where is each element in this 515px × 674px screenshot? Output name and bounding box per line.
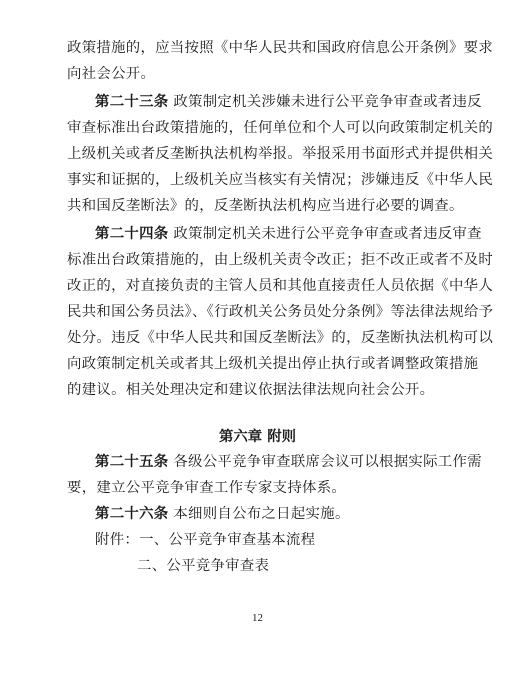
article-25-first-line [95, 452, 482, 472]
attachment-line-2: 二、公平竞争审查表 [137, 558, 270, 574]
article-heading: 第二十六条 [95, 505, 169, 522]
attachment-line-1: 附件：一、公平竞争审查基本流程 [95, 532, 316, 548]
page-number: 12 [252, 612, 263, 624]
body-text-line: 的建议。相关处理决定和建议依据法律法规向社会公开。 [67, 382, 435, 398]
body-text-line: 事实和证据的，上级机关应当核实有关情况；涉嫌违反《中华人民 [67, 172, 494, 188]
body-text: 各级公平竞争审查联席会议可以根据实际工作需 [168, 454, 482, 470]
body-text-line: 改正的，对直接负责的主管人员和其他直接责任人员依据《中华人 [67, 278, 494, 294]
article-26-first-line [95, 504, 350, 524]
body-text-line: 要，建立公平竞争审查工作专家支持体系。 [67, 480, 347, 496]
body-text-line: 民共和国公务员法》、《行政机关公务员处分条例》等法律法规给予 [67, 304, 494, 320]
chapter-heading: 第六章 附则 [219, 428, 296, 445]
body-text-line: 向社会公开。 [67, 66, 156, 82]
body-text-line: 共和国反垄断法》的，反垄断执法机构应当进行必要的调查。 [67, 198, 464, 214]
body-text-line: 标准出台政策措施的，由上级机关责令改正；拒不改正或者不及时 [67, 252, 494, 268]
body-text-line: 上级机关或者反垄断执法机构举报。举报采用书面形式并提供相关 [67, 146, 494, 162]
article-heading: 第二十四条 [95, 225, 169, 242]
body-text: 政策制定机关涉嫌未进行公平竞争审查或者违反 [168, 94, 482, 110]
body-text-line: 政策措施的，应当按照《中华人民共和国政府信息公开条例》要求 [67, 40, 494, 56]
body-text-line: 处分。违反《中华人民共和国反垄断法》的，反垄断执法机构可以 [67, 330, 494, 346]
article-heading: 第二十五条 [95, 453, 169, 470]
article-heading: 第二十三条 [95, 93, 169, 110]
article-24-first-line [95, 224, 482, 244]
body-text: 政策制定机关未进行公平竞争审查或者违反审查 [168, 226, 482, 242]
body-text-line: 向政策制定机关或者其上级机关提出停止执行或者调整政策措施 [67, 356, 479, 372]
article-23-first-line [95, 92, 482, 112]
body-text: 本细则自公布之日起实施。 [168, 506, 350, 522]
body-text-line: 审查标准出台政策措施的，任何单位和个人可以向政策制定机关的 [67, 120, 494, 136]
